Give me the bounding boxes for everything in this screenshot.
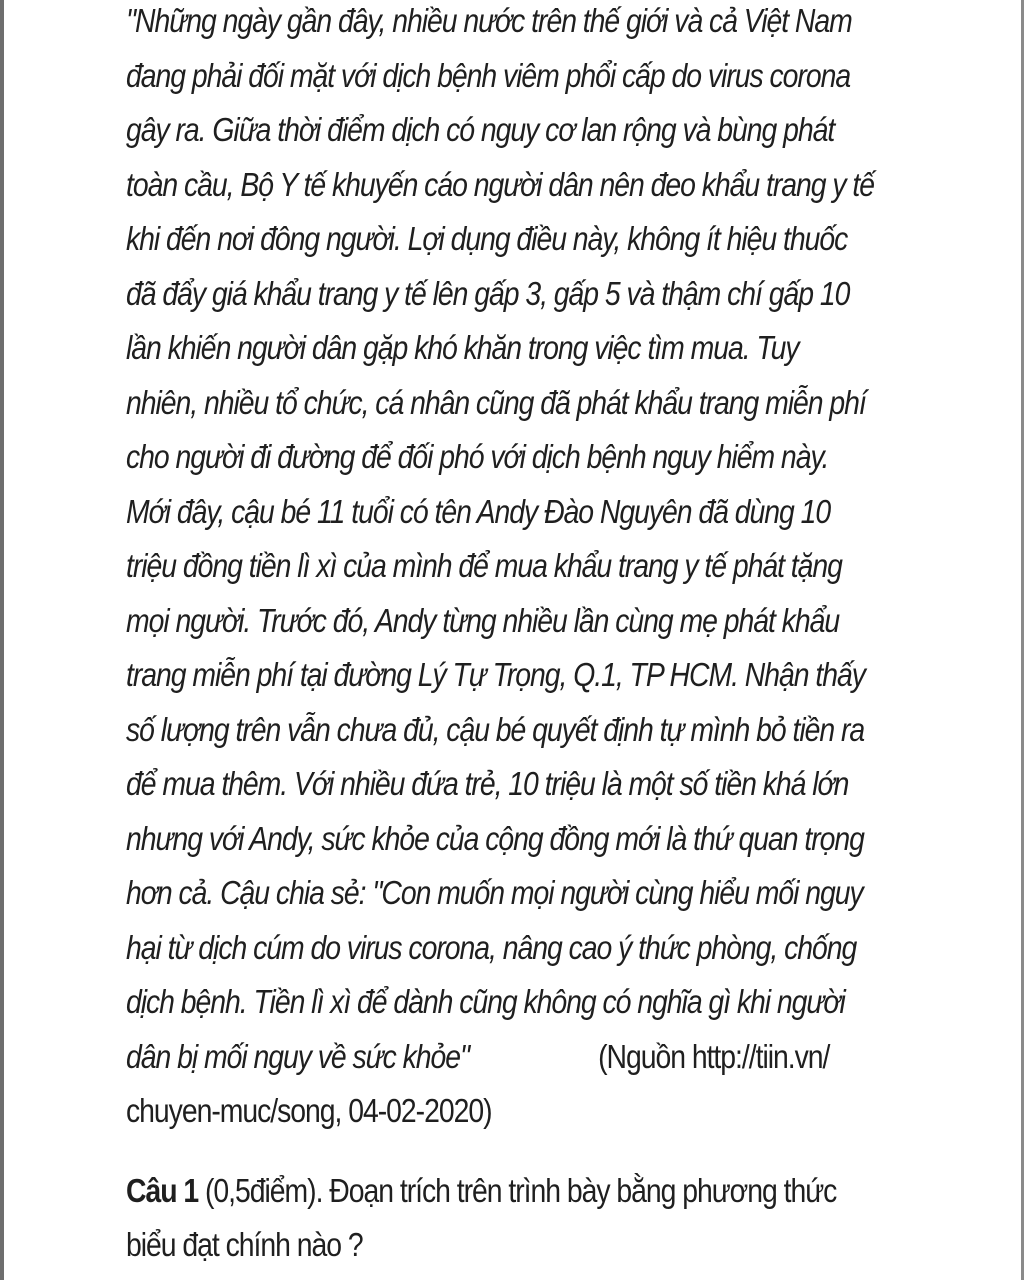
passage-line: cho người đi đường để đối phó với dịch bệnh nguy hiểm này. — [126, 438, 829, 475]
passage-line: hơn cả. Cậu chia sẻ: "Con muốn mọi người cùng hiểu mối nguy — [126, 874, 863, 911]
question-label: Câu 1 — [126, 1172, 199, 1209]
question-text: (0,5điểm). Đoạn trích trên trình bày bằng phương thức — [198, 1172, 837, 1209]
passage-line: lần khiến người dân gặp khó khăn trong việc tìm mua. Tuy — [126, 329, 799, 366]
passage-line: trang miễn phí tại đường Lý Tự Trọng, Q.1, TP HCM. Nhận thấy — [126, 656, 865, 693]
passage-line: "Những ngày gần đây, nhiều nước trên thế giới và cả Việt Nam — [126, 2, 852, 39]
passage-line: mọi người. Trước đó, Andy từng nhiều lần cùng mẹ phát khẩu — [126, 601, 840, 639]
passage-closing-text: dân bị mối nguy về sức khỏe" — [126, 1037, 470, 1075]
passage-line: nhiên, nhiều tổ chức, cá nhân cũng đã phát khẩu trang miễn phí — [126, 383, 866, 421]
passage-last-line — [126, 1030, 830, 1085]
page-left-edge — [0, 0, 4, 1280]
passage-line: dịch bệnh. Tiền lì xì để dành cũng không có nghĩa gì khi người — [126, 983, 845, 1020]
passage-line: đang phải đối mặt với dịch bệnh viêm phổi cấp do virus corona — [126, 56, 851, 94]
question-line — [126, 1164, 837, 1218]
passage-line: toàn cầu, Bộ Y tế khuyến cáo người dân nên đeo khẩu trang y tế — [126, 165, 874, 203]
question-text-continued: biểu đạt chính nào ? — [126, 1226, 363, 1263]
passage-line: triệu đồng tiền lì xì của mình để mua khẩu trang y tế phát tặng — [126, 547, 842, 584]
passage-line: gây ra. Giữa thời điểm dịch có nguy cơ lan rộng và bùng phát — [126, 111, 835, 148]
source-citation-start: (Nguồn http://tiin.vn/ — [598, 1037, 830, 1075]
question-1 — [126, 1164, 837, 1272]
quoted-passage — [126, 0, 874, 1139]
passage-line: để mua thêm. Với nhiều đứa trẻ, 10 triệu là một số tiền khá lớn — [126, 765, 849, 802]
source-citation-end: chuyen-muc/song, 04-02-2020) — [126, 1092, 492, 1129]
passage-line: khi đến nơi đông người. Lợi dụng điều này, không ít hiệu thuốc — [126, 220, 848, 257]
passage-line: hại từ dịch cúm do virus corona, nâng cao ý thức phòng, chống — [126, 928, 857, 966]
passage-line: đã đẩy giá khẩu trang y tế lên gấp 3, gấp 5 và thậm chí gấp 10 — [126, 274, 850, 312]
passage-line: Mới đây, cậu bé 11 tuổi có tên Andy Đào Nguyên đã dùng 10 — [126, 492, 831, 530]
passage-line: nhưng với Andy, sức khỏe của cộng đồng mới là thứ quan trọng — [126, 819, 864, 857]
passage-line: số lượng trên vẫn chưa đủ, cậu bé quyết định tự mình bỏ tiền ra — [126, 710, 865, 748]
